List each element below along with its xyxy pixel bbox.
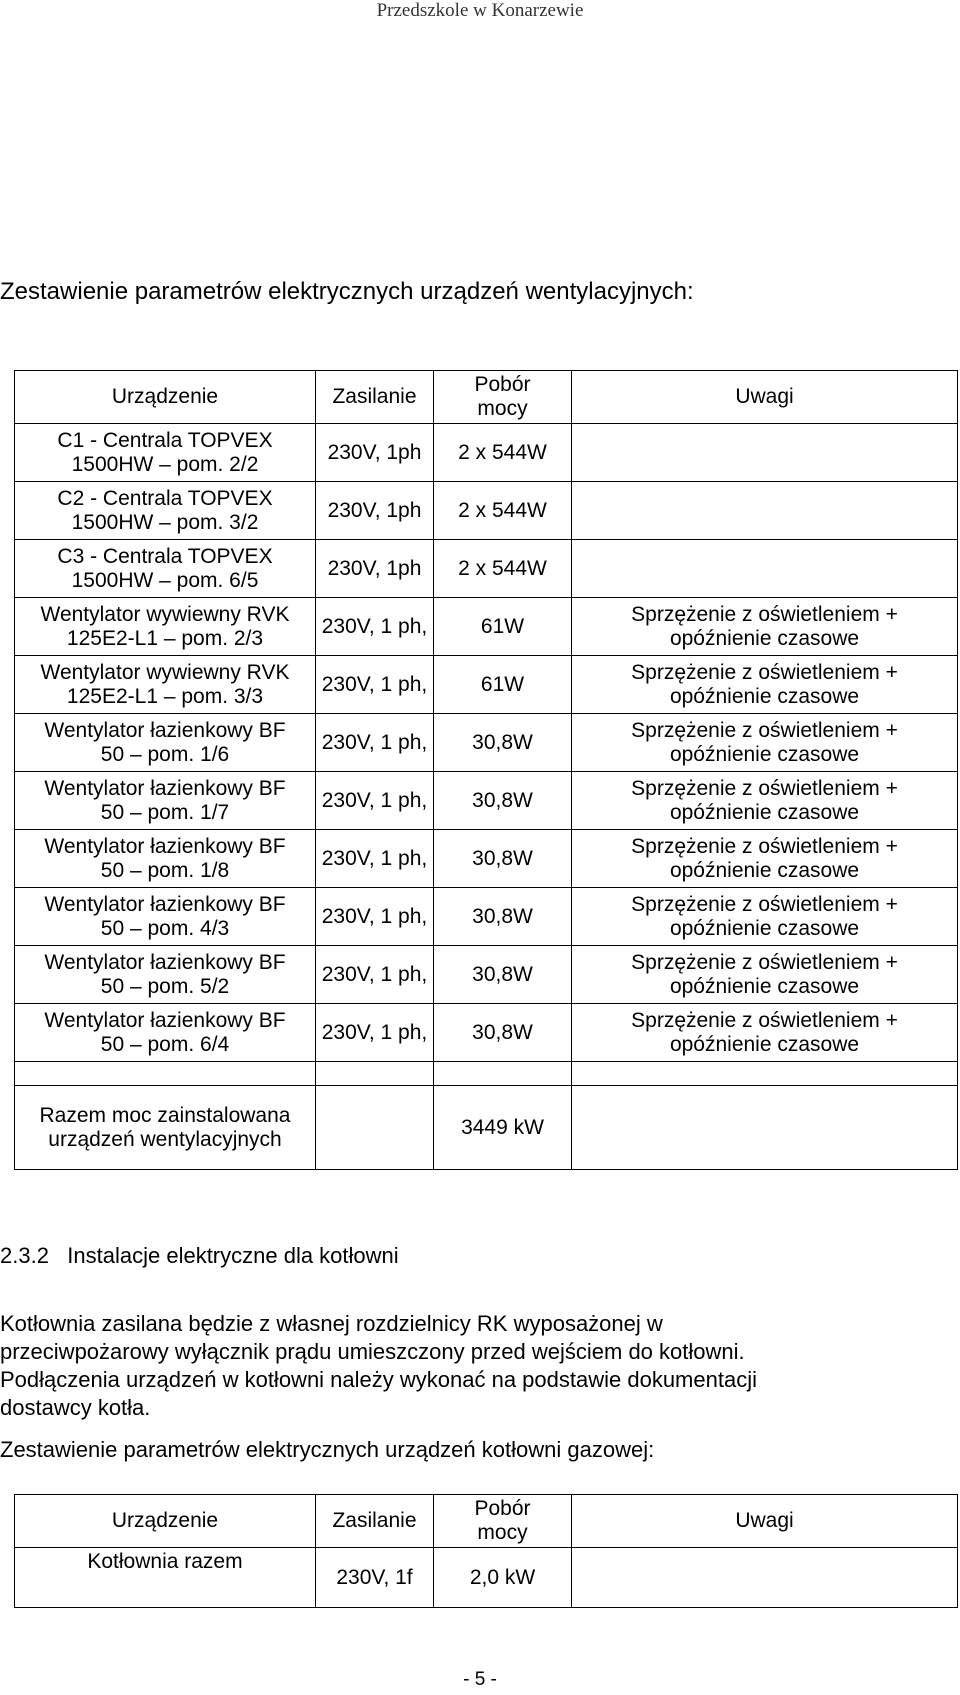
supply-cell: 230V, 1ph xyxy=(316,424,434,482)
power-cell: 61W xyxy=(434,656,572,714)
power-cell: 2 x 544W xyxy=(434,540,572,598)
ventilation-parameters-table xyxy=(14,370,958,1170)
notes-cell: Sprzężenie z oświetleniem + opóźnienie czasowe xyxy=(572,598,958,656)
power-cell: 30,8W xyxy=(434,714,572,772)
supply-cell: 230V, 1 ph, xyxy=(316,714,434,772)
total-value-cell: 3449 kW xyxy=(434,1086,572,1170)
section-heading xyxy=(0,1242,399,1269)
boiler-parameters-table xyxy=(14,1494,958,1608)
supply-cell: 230V, 1f xyxy=(316,1548,434,1608)
notes-cell xyxy=(572,1548,958,1608)
notes-cell xyxy=(572,424,958,482)
device-cell: Wentylator wywiewny RVK 125E2-L1 – pom. 3/3 xyxy=(15,656,316,714)
table-row xyxy=(15,424,958,482)
power-cell: 2,0 kW xyxy=(434,1548,572,1608)
table-row xyxy=(15,772,958,830)
header-power: Pobór mocy xyxy=(434,1495,572,1548)
table-header-row xyxy=(15,371,958,424)
ventilation-section-title: Zestawienie parametrów elektrycznych urządzeń wentylacyjnych: xyxy=(0,278,694,305)
power-cell: 2 x 544W xyxy=(434,482,572,540)
supply-cell: 230V, 1 ph, xyxy=(316,598,434,656)
table-header-row xyxy=(15,1495,958,1548)
header-device: Urządzenie xyxy=(15,371,316,424)
device-cell: Kotłownia razem xyxy=(15,1548,316,1608)
total-row xyxy=(15,1086,958,1170)
notes-cell: Sprzężenie z oświetleniem + opóźnienie czasowe xyxy=(572,1004,958,1062)
header-supply: Zasilanie xyxy=(316,1495,434,1548)
device-cell: Wentylator łazienkowy BF 50 – pom. 1/7 xyxy=(15,772,316,830)
notes-cell: Sprzężenie z oświetleniem + opóźnienie czasowe xyxy=(572,714,958,772)
power-cell: 30,8W xyxy=(434,1004,572,1062)
table-row xyxy=(15,1004,958,1062)
table-row xyxy=(15,888,958,946)
device-cell: Wentylator wywiewny RVK 125E2-L1 – pom. 2/3 xyxy=(15,598,316,656)
supply-cell: 230V, 1 ph, xyxy=(316,888,434,946)
supply-cell: 230V, 1 ph, xyxy=(316,830,434,888)
power-cell: 30,8W xyxy=(434,946,572,1004)
notes-cell: Sprzężenie z oświetleniem + opóźnienie czasowe xyxy=(572,830,958,888)
device-cell: Wentylator łazienkowy BF 50 – pom. 4/3 xyxy=(15,888,316,946)
paragraph-line: przeciwpożarowy wyłącznik prądu umieszczony przed wejściem do kotłowni. xyxy=(0,1339,745,1364)
page-header: Przedszkole w Konarzewie xyxy=(376,0,584,21)
header-supply: Zasilanie xyxy=(316,371,434,424)
paragraph-line: dostawcy kotła. xyxy=(0,1395,151,1420)
header-device: Urządzenie xyxy=(15,1495,316,1548)
power-cell: 2 x 544W xyxy=(434,424,572,482)
table-row xyxy=(15,830,958,888)
power-cell: 61W xyxy=(434,598,572,656)
table-row xyxy=(15,1548,958,1608)
section-title: Instalacje elektryczne dla kotłowni xyxy=(67,1243,399,1268)
device-cell: C1 - Centrala TOPVEX 1500HW – pom. 2/2 xyxy=(15,424,316,482)
supply-cell: 230V, 1 ph, xyxy=(316,1004,434,1062)
supply-cell: 230V, 1 ph, xyxy=(316,656,434,714)
notes-cell xyxy=(572,482,958,540)
power-cell: 30,8W xyxy=(434,888,572,946)
notes-cell xyxy=(572,540,958,598)
device-cell: Wentylator łazienkowy BF 50 – pom. 1/8 xyxy=(15,830,316,888)
supply-cell: 230V, 1 ph, xyxy=(316,946,434,1004)
device-cell: Wentylator łazienkowy BF 50 – pom. 6/4 xyxy=(15,1004,316,1062)
power-cell: 30,8W xyxy=(434,830,572,888)
section-number: 2.3.2 xyxy=(0,1243,49,1268)
page-number: - 5 - xyxy=(463,1669,497,1690)
power-cell: 30,8W xyxy=(434,772,572,830)
table-row xyxy=(15,482,958,540)
supply-cell: 230V, 1ph xyxy=(316,540,434,598)
supply-cell: 230V, 1 ph, xyxy=(316,772,434,830)
table-row xyxy=(15,714,958,772)
device-cell: Wentylator łazienkowy BF 50 – pom. 5/2 xyxy=(15,946,316,1004)
table-row xyxy=(15,946,958,1004)
table-row xyxy=(15,656,958,714)
supply-cell: 230V, 1ph xyxy=(316,482,434,540)
table-row xyxy=(15,598,958,656)
device-cell: C3 - Centrala TOPVEX 1500HW – pom. 6/5 xyxy=(15,540,316,598)
header-notes: Uwagi xyxy=(572,1495,958,1548)
table-row xyxy=(15,540,958,598)
device-cell: C2 - Centrala TOPVEX 1500HW – pom. 3/2 xyxy=(15,482,316,540)
notes-cell: Sprzężenie z oświetleniem + opóźnienie czasowe xyxy=(572,656,958,714)
header-power: Pobór mocy xyxy=(434,371,572,424)
device-cell: Wentylator łazienkowy BF 50 – pom. 1/6 xyxy=(15,714,316,772)
paragraph-line: Kotłownia zasilana będzie z własnej rozdzielnicy RK wyposażonej w xyxy=(0,1311,663,1336)
notes-cell: Sprzężenie z oświetleniem + opóźnienie czasowe xyxy=(572,772,958,830)
notes-cell: Sprzężenie z oświetleniem + opóźnienie czasowe xyxy=(572,946,958,1004)
spacer-row xyxy=(15,1062,958,1086)
total-label-cell: Razem moc zainstalowana urządzeń wentylacyjnych xyxy=(15,1086,316,1170)
boiler-section-title: Zestawienie parametrów elektrycznych urządzeń kotłowni gazowej: xyxy=(0,1437,655,1462)
notes-cell: Sprzężenie z oświetleniem + opóźnienie czasowe xyxy=(572,888,958,946)
header-notes: Uwagi xyxy=(572,371,958,424)
paragraph-line: Podłączenia urządzeń w kotłowni należy wykonać na podstawie dokumentacji xyxy=(0,1367,757,1392)
